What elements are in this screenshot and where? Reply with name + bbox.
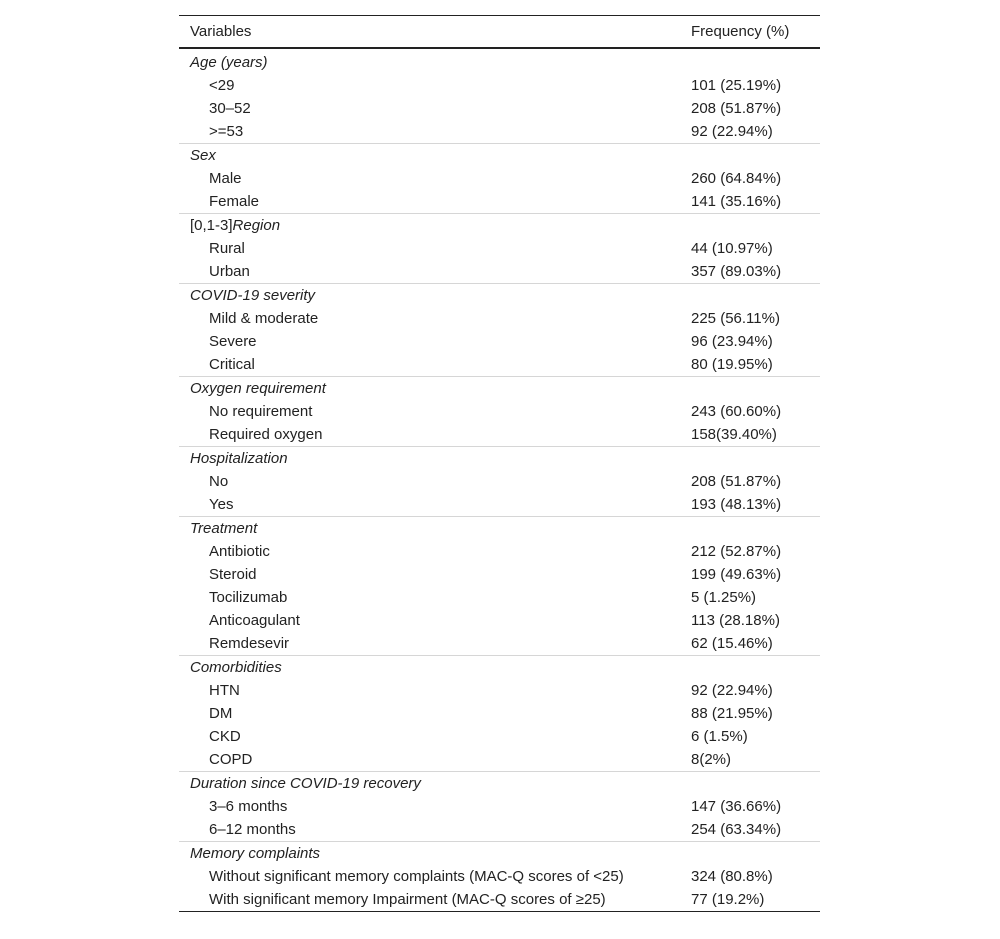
frequency-cell: 199 (49.63%) <box>691 566 782 583</box>
variable-cell: Yes <box>209 496 234 513</box>
frequency-cell: 6 (1.5%) <box>691 728 748 745</box>
frequency-cell: 324 (80.8%) <box>691 868 773 885</box>
group-label-cell <box>179 144 691 168</box>
group-frequency-cell <box>691 284 820 308</box>
variable-cell: HTN <box>209 682 240 699</box>
table-row <box>179 423 820 447</box>
group-row <box>179 842 820 866</box>
frequency-cell: 77 (19.2%) <box>691 891 765 908</box>
variable-cell: Steroid <box>209 566 257 583</box>
frequency-cell: 92 (22.94%) <box>691 123 773 140</box>
table-row <box>179 865 820 888</box>
frequency-cell: 88 (21.95%) <box>691 705 773 722</box>
variable-cell: <29 <box>209 77 235 94</box>
group-label: Comorbidities <box>190 659 282 676</box>
frequency-cell: 141 (35.16%) <box>691 193 782 210</box>
frequency-cell: 101 (25.19%) <box>691 77 782 94</box>
group-frequency-cell <box>691 772 820 796</box>
variable-cell: Rural <box>209 240 245 257</box>
group-label-cell <box>179 284 691 308</box>
group-row <box>179 447 820 471</box>
group-row <box>179 48 820 74</box>
group-frequency-cell <box>691 842 820 866</box>
group-row <box>179 517 820 541</box>
variable-cell: 30–52 <box>209 100 251 117</box>
variable-cell: CKD <box>209 728 241 745</box>
table-row <box>179 586 820 609</box>
table-row <box>179 679 820 702</box>
frequency-cell: 8(2%) <box>691 751 732 768</box>
table-row <box>179 725 820 748</box>
table-row <box>179 190 820 214</box>
group-row <box>179 656 820 680</box>
group-prefix: [0,1-3] <box>190 217 233 234</box>
table-row <box>179 563 820 586</box>
table-row <box>179 74 820 97</box>
frequency-cell: 243 (60.60%) <box>691 403 782 420</box>
table-row <box>179 353 820 377</box>
variable-cell: No requirement <box>209 403 313 420</box>
header-frequency: Frequency (%) <box>691 16 820 49</box>
table-row <box>179 493 820 517</box>
group-label: Hospitalization <box>190 450 288 467</box>
variable-cell: Severe <box>209 333 257 350</box>
group-frequency-cell <box>691 447 820 471</box>
group-label-cell <box>179 772 691 796</box>
variable-cell: 6–12 months <box>209 821 296 838</box>
variable-cell: Critical <box>209 356 255 373</box>
variable-cell: Antibiotic <box>209 543 270 560</box>
table-row <box>179 888 820 912</box>
group-label: Treatment <box>190 520 258 537</box>
group-frequency-cell <box>691 377 820 401</box>
variable-cell: Anticoagulant <box>209 612 300 629</box>
frequency-cell: 5 (1.25%) <box>691 589 757 606</box>
frequency-cell: 260 (64.84%) <box>691 170 782 187</box>
frequency-table-container <box>179 15 820 912</box>
group-label: Sex <box>190 147 216 164</box>
group-label-cell <box>179 842 691 866</box>
frequency-cell: 80 (19.95%) <box>691 356 773 373</box>
group-row <box>179 377 820 401</box>
variable-cell: Female <box>209 193 260 210</box>
frequency-cell: 158(39.40%) <box>691 426 777 443</box>
frequency-cell: 225 (56.11%) <box>691 310 780 327</box>
frequency-cell: 92 (22.94%) <box>691 682 773 699</box>
header-variables: Variables <box>179 16 691 49</box>
variable-cell: >=53 <box>209 123 244 140</box>
group-row <box>179 214 820 238</box>
table-row <box>179 748 820 772</box>
table-row <box>179 260 820 284</box>
table-row <box>179 818 820 842</box>
frequency-cell: 193 (48.13%) <box>691 496 782 513</box>
group-frequency-cell <box>691 48 820 74</box>
group-row <box>179 144 820 168</box>
group-label-cell <box>179 214 691 238</box>
group-label-cell <box>179 377 691 401</box>
group-label-cell <box>179 517 691 541</box>
variable-cell: COPD <box>209 751 253 768</box>
table-row <box>179 97 820 120</box>
frequency-table <box>179 15 820 912</box>
group-frequency-cell <box>691 214 820 238</box>
table-row <box>179 120 820 144</box>
table-body <box>179 48 820 912</box>
table-row <box>179 307 820 330</box>
variable-cell: Required oxygen <box>209 426 323 443</box>
table-row <box>179 470 820 493</box>
table-header <box>179 16 820 49</box>
group-frequency-cell <box>691 144 820 168</box>
header-row <box>179 16 820 49</box>
frequency-cell: 212 (52.87%) <box>691 543 782 560</box>
group-label-cell <box>179 48 691 74</box>
variable-cell: Tocilizumab <box>209 589 288 606</box>
table-row <box>179 632 820 656</box>
frequency-cell: 357 (89.03%) <box>691 263 782 280</box>
table-row <box>179 167 820 190</box>
table-row <box>179 330 820 353</box>
frequency-cell: 62 (15.46%) <box>691 635 773 652</box>
frequency-cell: 208 (51.87%) <box>691 473 782 490</box>
group-label: Age (years) <box>190 54 268 71</box>
group-frequency-cell <box>691 656 820 680</box>
variable-cell: No <box>209 473 229 490</box>
table-row <box>179 540 820 563</box>
frequency-cell: 147 (36.66%) <box>691 798 782 815</box>
table-row <box>179 400 820 423</box>
variable-cell: Male <box>209 170 242 187</box>
group-label: Oxygen requirement <box>190 380 326 397</box>
variable-cell: DM <box>209 705 233 722</box>
variable-cell: Mild & moderate <box>209 310 319 327</box>
table-row <box>179 609 820 632</box>
variable-cell: Urban <box>209 263 250 280</box>
frequency-cell: 44 (10.97%) <box>691 240 773 257</box>
variable-cell: 3–6 months <box>209 798 288 815</box>
frequency-cell: 113 (28.18%) <box>691 612 780 629</box>
group-label: COVID-19 severity <box>190 287 316 304</box>
table-row <box>179 702 820 725</box>
frequency-cell: 208 (51.87%) <box>691 100 782 117</box>
variable-cell: With significant memory Impairment (MAC-Q scores of ≥25) <box>209 891 606 908</box>
group-label: Duration since COVID-19 recovery <box>190 775 421 792</box>
group-label-cell <box>179 447 691 471</box>
group-label-cell <box>179 656 691 680</box>
group-label: Memory complaints <box>190 845 321 862</box>
variable-cell: Remdesevir <box>209 635 290 652</box>
table-row <box>179 237 820 260</box>
group-frequency-cell <box>691 517 820 541</box>
group-row <box>179 772 820 796</box>
group-label: Region <box>232 217 281 234</box>
table-row <box>179 795 820 818</box>
variable-cell: Without significant memory complaints (MAC-Q scores of <25) <box>209 868 624 885</box>
frequency-cell: 254 (63.34%) <box>691 821 782 838</box>
group-row <box>179 284 820 308</box>
frequency-cell: 96 (23.94%) <box>691 333 773 350</box>
